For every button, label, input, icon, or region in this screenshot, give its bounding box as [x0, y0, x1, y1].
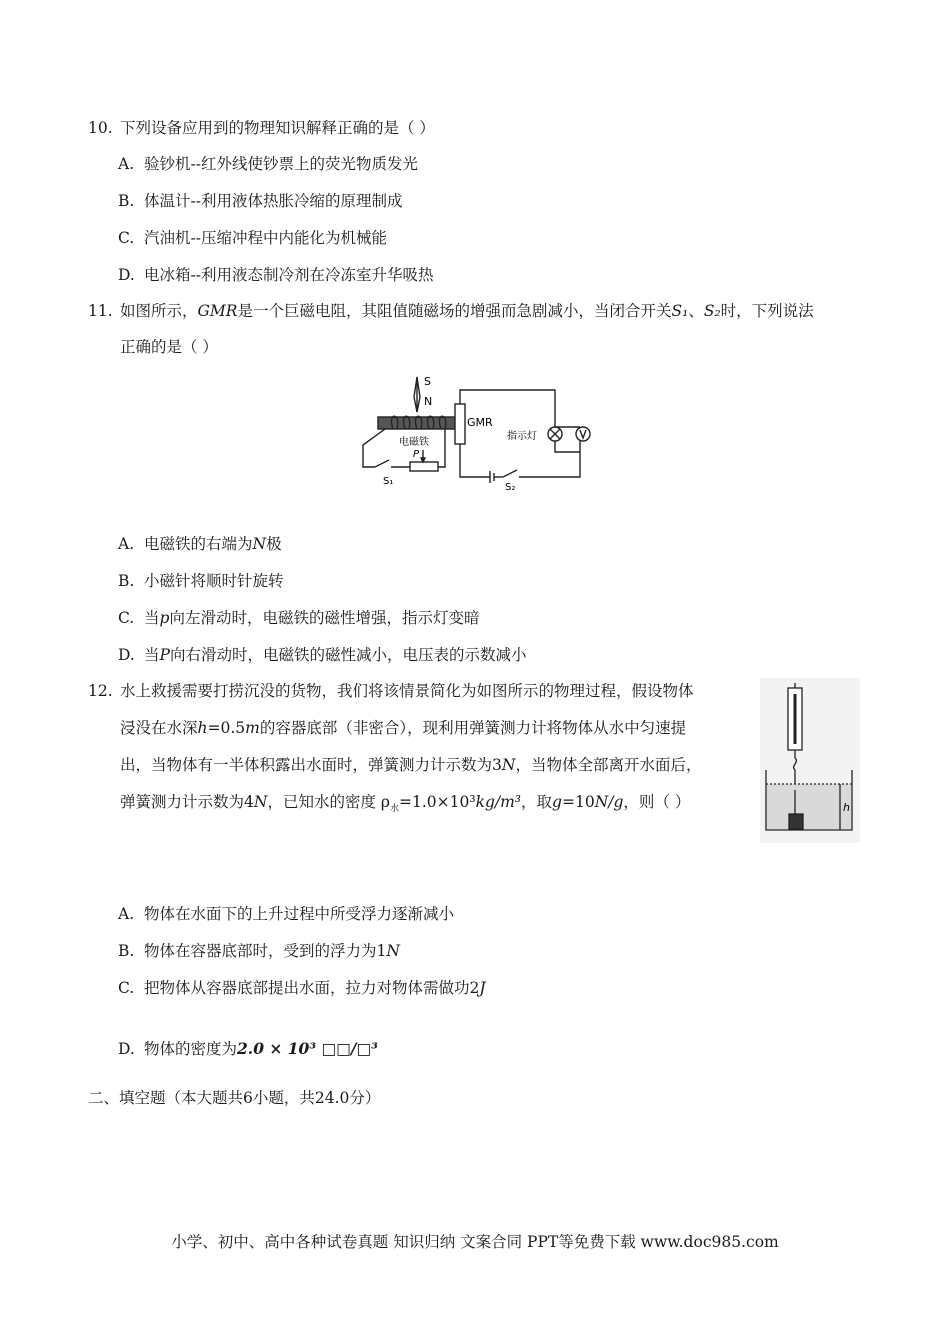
q12-line3: 出，当物体有一半体积露出水面时，弹簧测力计示数为3N，当物体全部离开水面后，	[120, 756, 702, 774]
q11-circuit-figure	[355, 372, 605, 492]
q11-option-c: C. 当p向左滑动时，电磁铁的磁性增强，指示灯变暗	[118, 609, 480, 627]
s2-label: S₂	[505, 482, 516, 492]
compass-n-label: N	[424, 395, 433, 408]
gmr-resistor	[455, 404, 465, 444]
q10-option-b: B. 体温计--利用液体热胀冷缩的原理制成	[118, 192, 403, 210]
q10-option-d: D. 电冰箱--利用液态制冷剂在冷冻室升华吸热	[118, 266, 434, 284]
q11-stem: 11. 如图所示，GMR是一个巨磁电阻，其阻值随磁场的增强而急剧减小，当闭合开关S₁、S₂时，下列说法	[88, 302, 814, 320]
lamp-label: 指示灯	[507, 431, 537, 442]
page-footer: 小学、初中、高中各种试卷真题 知识归纳 文案合同 PPT等免费下载 www.doc985.com	[171, 1233, 779, 1251]
q12-line4: 弹簧测力计示数为4N，已知水的密度 $\rho_水=1.0\times 10^3kg/m^3$，取g=10N/g，则（ ）	[120, 793, 691, 815]
q12-h-label: h	[843, 801, 850, 814]
q12-number: 12.	[88, 682, 113, 700]
cargo-block	[789, 814, 803, 829]
q11-number: 11.	[88, 302, 113, 320]
q12-line1: 12. 水上救援需要打捞沉没的货物，我们将该情景简化为如图所示的物理过程，假设物体	[88, 682, 694, 700]
q12-option-a: A. 物体在水面下的上升过程中所受浮力逐渐减小	[118, 905, 455, 923]
electromagnet-label: 电磁铁	[399, 437, 429, 448]
compass-s-label: S	[424, 375, 431, 388]
q12-option-b: B. 物体在容器底部时，受到的浮力为1N	[118, 942, 400, 960]
q10-option-c: C. 汽油机--压缩冲程中内能化为机械能	[118, 229, 387, 247]
q11-option-a: A. 电磁铁的右端为N极	[118, 535, 282, 553]
water	[767, 784, 851, 829]
q11-stem-line2: 正确的是（ ）	[120, 338, 218, 356]
q12-option-c: C. 把物体从容器底部提出水面，拉力对物体需做功2J	[118, 979, 486, 997]
s1-label: S₁	[383, 476, 394, 487]
q11-option-d: D. 当P向右滑动时，电磁铁的磁性减小，电压表的示数减小	[118, 646, 527, 664]
q12-line2: 浸没在水深h=0.5m的容器底部（非密合），现利用弹簧测力计将物体从水中匀速提	[120, 719, 687, 737]
q10-option-a: A. 验钞机--红外线使钞票上的荧光物质发光	[118, 155, 418, 173]
gmr-label: GMR	[467, 416, 493, 429]
q10-stem: 10. 下列设备应用到的物理知识解释正确的是（ ）	[88, 119, 435, 137]
section2-title: 二、填空题（本大题共6小题，共24.0分）	[88, 1089, 381, 1107]
q11-option-b: B. 小磁针将顺时针旋转	[118, 572, 284, 590]
p-label: P	[413, 449, 420, 460]
q12-option-d: D. 物体的密度为2.0 × 10³ □□/□³	[118, 1039, 378, 1058]
q10-number: 10.	[88, 119, 113, 137]
q12-spring-scale-figure	[760, 678, 860, 843]
rheostat	[410, 462, 438, 471]
